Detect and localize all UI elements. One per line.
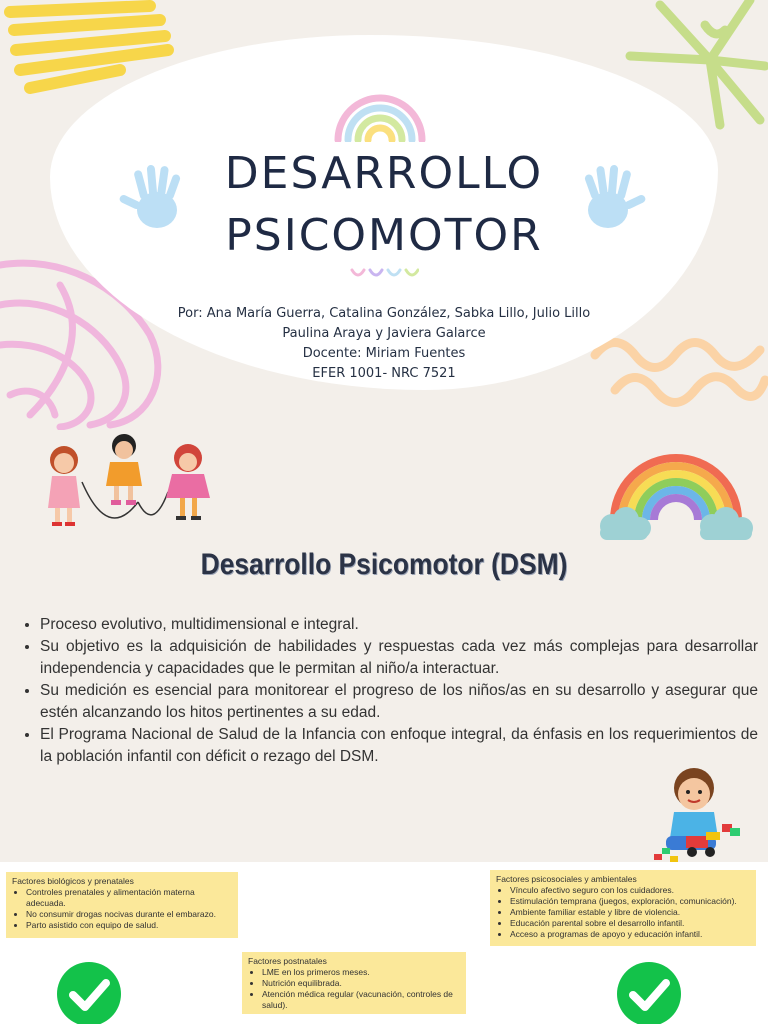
cover-slide: [0, 0, 768, 430]
note-factores-biologicos: [6, 872, 238, 938]
bullet-item: • Su medición es esencial para monitorear el progreso de los niños/as en su desarrollo y asegurar que estén alcanzando los hitos pertinentes a su edad.: [40, 680, 758, 724]
cover-title-line2: PSICOMOTOR: [225, 210, 543, 261]
small-arcs-icon: [349, 266, 419, 282]
note-title: Factores biológicos y prenatales: [12, 876, 134, 886]
bullet-item: • Proceso evolutivo, multidimensional e integral.: [40, 614, 758, 636]
authors-line: Por: Ana María Guerra, Catalina González, Sabka Lillo, Julio Lillo: [177, 306, 591, 321]
course-code-line: EFER 1001- NRC 7521: [312, 366, 456, 381]
note-factores-postnatales: [242, 952, 466, 1014]
bullet-item: • El Programa Nacional de Salud de la Infancia con enfoque integral, da énfasis en los requerimientos de la población infantil con déficit o rezago del DSM.: [40, 724, 758, 768]
note-item: • LME en los primeros meses.: [262, 967, 460, 978]
note-item: • Acceso a programas de apoyo y educación infantil.: [510, 929, 750, 940]
note-item: • Educación parental sobre el desarrollo infantil.: [510, 918, 750, 929]
bullet-item: • Su objetivo es la adquisición de habilidades y respuestas cada vez más complejas para desarrollar independencia y capacidades que le permitan al niño/a interactuar.: [40, 636, 758, 680]
note-item: • No consumir drogas nocivas durante el embarazo.: [26, 909, 232, 920]
bullet-list: [22, 614, 758, 768]
note-item: • Vínculo afectivo seguro con los cuidadores.: [510, 885, 750, 896]
cover-title-line1: DESARROLLO: [224, 148, 544, 199]
checkmark-icon: [617, 962, 681, 1024]
note-title: Factores psicosociales y ambientales: [496, 874, 637, 884]
note-item: • Controles prenatales y alimentación materna adecuada.: [26, 887, 232, 909]
factors-strip: [0, 862, 768, 1024]
content-slide: [0, 430, 768, 862]
rainbow-icon: [332, 86, 428, 142]
checkmark-icon: [57, 962, 121, 1024]
note-item: • Parto asistido con equipo de salud.: [26, 920, 232, 931]
note-title: Factores postnatales: [248, 956, 327, 966]
rainbow-clouds-illustration: [596, 446, 756, 546]
authors-line-2: Paulina Araya y Javiera Galarce: [282, 326, 486, 341]
section-heading: Desarrollo Psicomotor (DSM): [200, 548, 568, 581]
note-factores-psicosociales: [490, 870, 756, 946]
note-item: • Estimulación temprana (juegos, exploración, comunicación).: [510, 896, 750, 907]
teacher-line: Docente: Miriam Fuentes: [302, 346, 466, 361]
boy-playing-blocks-illustration: [652, 764, 744, 862]
note-item: • Atención médica regular (vacunación, controles de salud).: [262, 989, 460, 1011]
note-item: • Ambiente familiar estable y libre de violencia.: [510, 907, 750, 918]
children-jumping-rope-illustration: [38, 432, 228, 532]
note-item: • Nutrición equilibrada.: [262, 978, 460, 989]
